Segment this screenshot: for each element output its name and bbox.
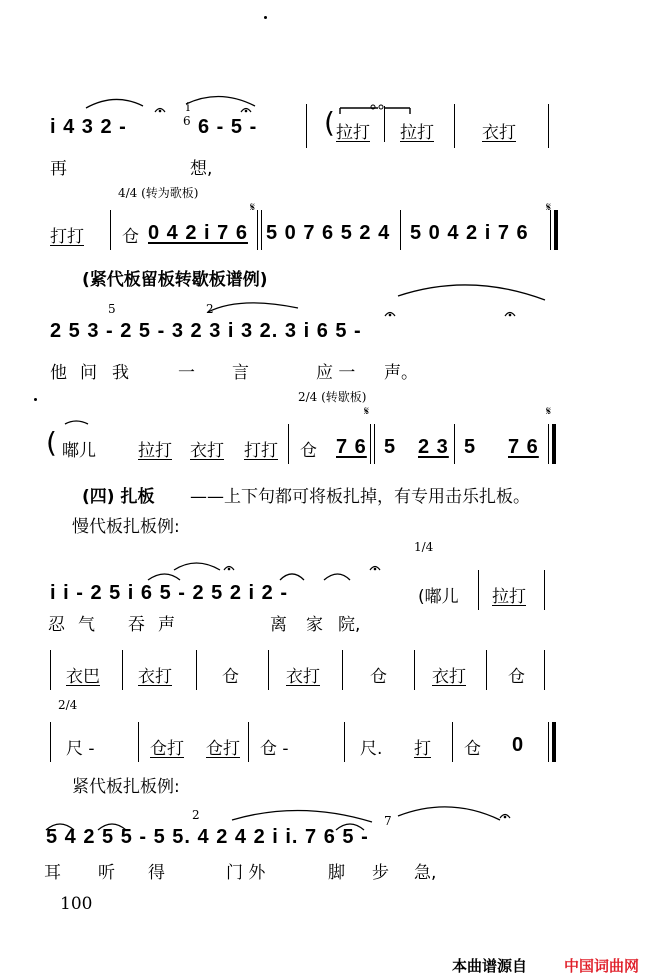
staff1-perc-2: 拉打 [400,123,434,143]
staff6-cell-3: 仓 [222,667,239,687]
staff4-perc-4: 打打 [244,441,278,461]
staff3-lyric-7: 声。 [384,363,418,383]
staff1-notes-b: 6 - 5 - [198,116,258,138]
staff5-notes: i i - 2 5 i 6 5 - 2 5 2 i 2 - [50,582,288,604]
segno-icon: 𝄋 [546,200,552,214]
barline [414,650,415,690]
staff5-lyric-1: 忍 [48,615,65,635]
barline [248,722,249,762]
staff2-cang: 仓 [122,227,139,247]
barline [196,650,197,690]
barline [50,722,51,762]
staff2-notes-2: 5 0 7 6 5 2 4 [266,222,391,244]
staff5-lyric-2: 气 [78,615,95,635]
staff4-note-5a: 5 [384,436,397,458]
staff4-meter: 2/4 (转歇板) [298,390,367,404]
barline [261,210,262,250]
barline [342,650,343,690]
staff5-lyric-4: 声 [158,615,175,635]
staff4-perc-3: 衣打 [190,441,224,461]
barline [257,210,258,250]
staff4-cang: 仓 [300,441,317,461]
staff5-perc-2: 拉打 [492,587,526,607]
staff5-lyric-3: 吞 [128,615,145,635]
barline [400,210,401,250]
staff1-perc-3: 衣打 [482,123,516,143]
barline [288,424,289,464]
footer-site-link[interactable]: 中国词曲网 [564,957,640,975]
staff3-lyric-5: 言 [232,363,249,383]
staff1-lyric-2: 想, [190,159,213,179]
sub-heading-2: 紧代板扎板例: [72,777,180,797]
staff4-note-5b: 5 [464,436,477,458]
staff2-notes-3: 5 0 4 2 i 7 6 [410,222,529,244]
staff2-perc: 打打 [50,227,84,247]
staff4-note-76b: 7 6 [508,436,539,458]
staff4-perc-1: 嘟儿 [62,441,96,461]
staff3-lyric-2: 问 [80,363,97,383]
staff6-cell-1: 衣巴 [66,667,100,687]
staff6-cell-2: 衣打 [138,667,172,687]
barline [122,650,123,690]
staff1-notes-a: i 4 3 2 - [50,116,127,138]
barline [454,104,455,148]
staff1-perc-1: 拉打 [336,123,370,143]
staff1-grace-a2: 6 [183,114,191,128]
staff1-lyric-1: 再 [50,159,67,179]
staff3-lyric-3: 我 [112,363,129,383]
staff4-perc-2: 拉打 [138,441,172,461]
staff2-notes-1: 0 4 2 i 7 6 [148,222,248,244]
barline [374,424,375,464]
staff7-cell-6: 打 [414,739,431,759]
barline [478,570,479,610]
staff6-cell-4: 衣打 [286,667,320,687]
staff8-lyric-5: 脚 [328,863,345,883]
staff3-lyric-1: 他 [50,363,67,383]
staff6-cell-6: 衣打 [432,667,466,687]
staff8-notes: 5 4 2 5 5 - 5 5. 4 2 4 2 i i. 7 6 5 - [46,826,369,848]
staff7-meter: 2/4 [58,698,78,712]
staff6-cell-5: 仓 [370,667,387,687]
staff5-lyric-7: 院, [338,615,361,635]
ink-dot [34,398,37,401]
staff7-cell-2: 仓打 [150,739,184,759]
barline [548,104,549,148]
staff6-cell-7: 仓 [508,667,525,687]
staff7-cell-3: 仓打 [206,739,240,759]
staff8-lyric-6: 步 [372,863,389,883]
barline [544,570,545,610]
staff5-lyric-5: 离 [270,615,287,635]
staff8-grace-2: 7 [384,814,392,828]
staff8-lyric-3: 得 [148,863,165,883]
staff3-lyric-6: 应 一 [316,363,356,383]
staff1-grace-a: i [186,100,190,114]
staff8-lyric-7: 急, [414,863,437,883]
staff7-cell-8: 0 [512,734,525,756]
barline [486,650,487,690]
staff5-lyric-6: 家 [306,615,323,635]
staff3-notes: 2 5 3 - 2 5 - 3 2 3 i 3 2. 3 i 6 5 - [50,320,362,342]
staff4-note-23: 2 3 [418,436,449,458]
staff5-meter: 1/4 [414,540,434,554]
segno-icon: 𝄋 [250,200,256,214]
staff7-cell-5: 尺. [360,739,383,759]
section-label: (四) 扎板 [82,487,155,507]
segno-icon: 𝄋 [364,404,370,418]
footer-source-text: 本曲谱源自 [452,957,528,975]
barline [268,650,269,690]
staff3-lyric-4: 一 [178,363,195,383]
segno-icon: 𝄋 [546,404,552,418]
barline [548,722,549,762]
barline [452,722,453,762]
barline [370,424,371,464]
barline [306,104,307,148]
staff5-perc-1: (嘟儿 [418,587,459,607]
staff1-paren: ( [324,106,335,139]
barline [384,106,385,142]
staff8-grace-1: 2 [192,808,200,822]
end-barline [552,424,556,464]
staff8-lyric-2: 听 [98,863,115,883]
staff8-lyric-4: 门 外 [226,863,266,883]
barline [110,210,111,250]
staff4-paren: ( [46,426,57,459]
staff3-grace-1: 5 [108,302,116,316]
barline [454,424,455,464]
page-number: 100 [60,894,93,914]
end-barline [552,722,556,762]
barline [50,650,51,690]
heading-1: (紧代板留板转歇板谱例) [82,270,268,290]
sub-heading-1: 慢代板扎板例: [72,517,180,537]
barline [548,424,549,464]
end-barline [554,210,558,250]
section-text: ——上下句都可将板扎掉，有专用击乐扎板。 [190,487,530,507]
barline [138,722,139,762]
staff8-lyric-1: 耳 [44,863,61,883]
staff3-grace-2: 2 [206,302,214,316]
barline [544,650,545,690]
staff4-note-76a: 7 6 [336,436,367,458]
staff7-cell-4: 仓 - [260,739,289,759]
staff7-cell-1: 尺 - [66,739,95,759]
barline [550,210,551,250]
barline [344,722,345,762]
staff2-meter: 4/4 (转为歌板) [118,186,199,200]
staff7-cell-7: 仓 [464,739,481,759]
